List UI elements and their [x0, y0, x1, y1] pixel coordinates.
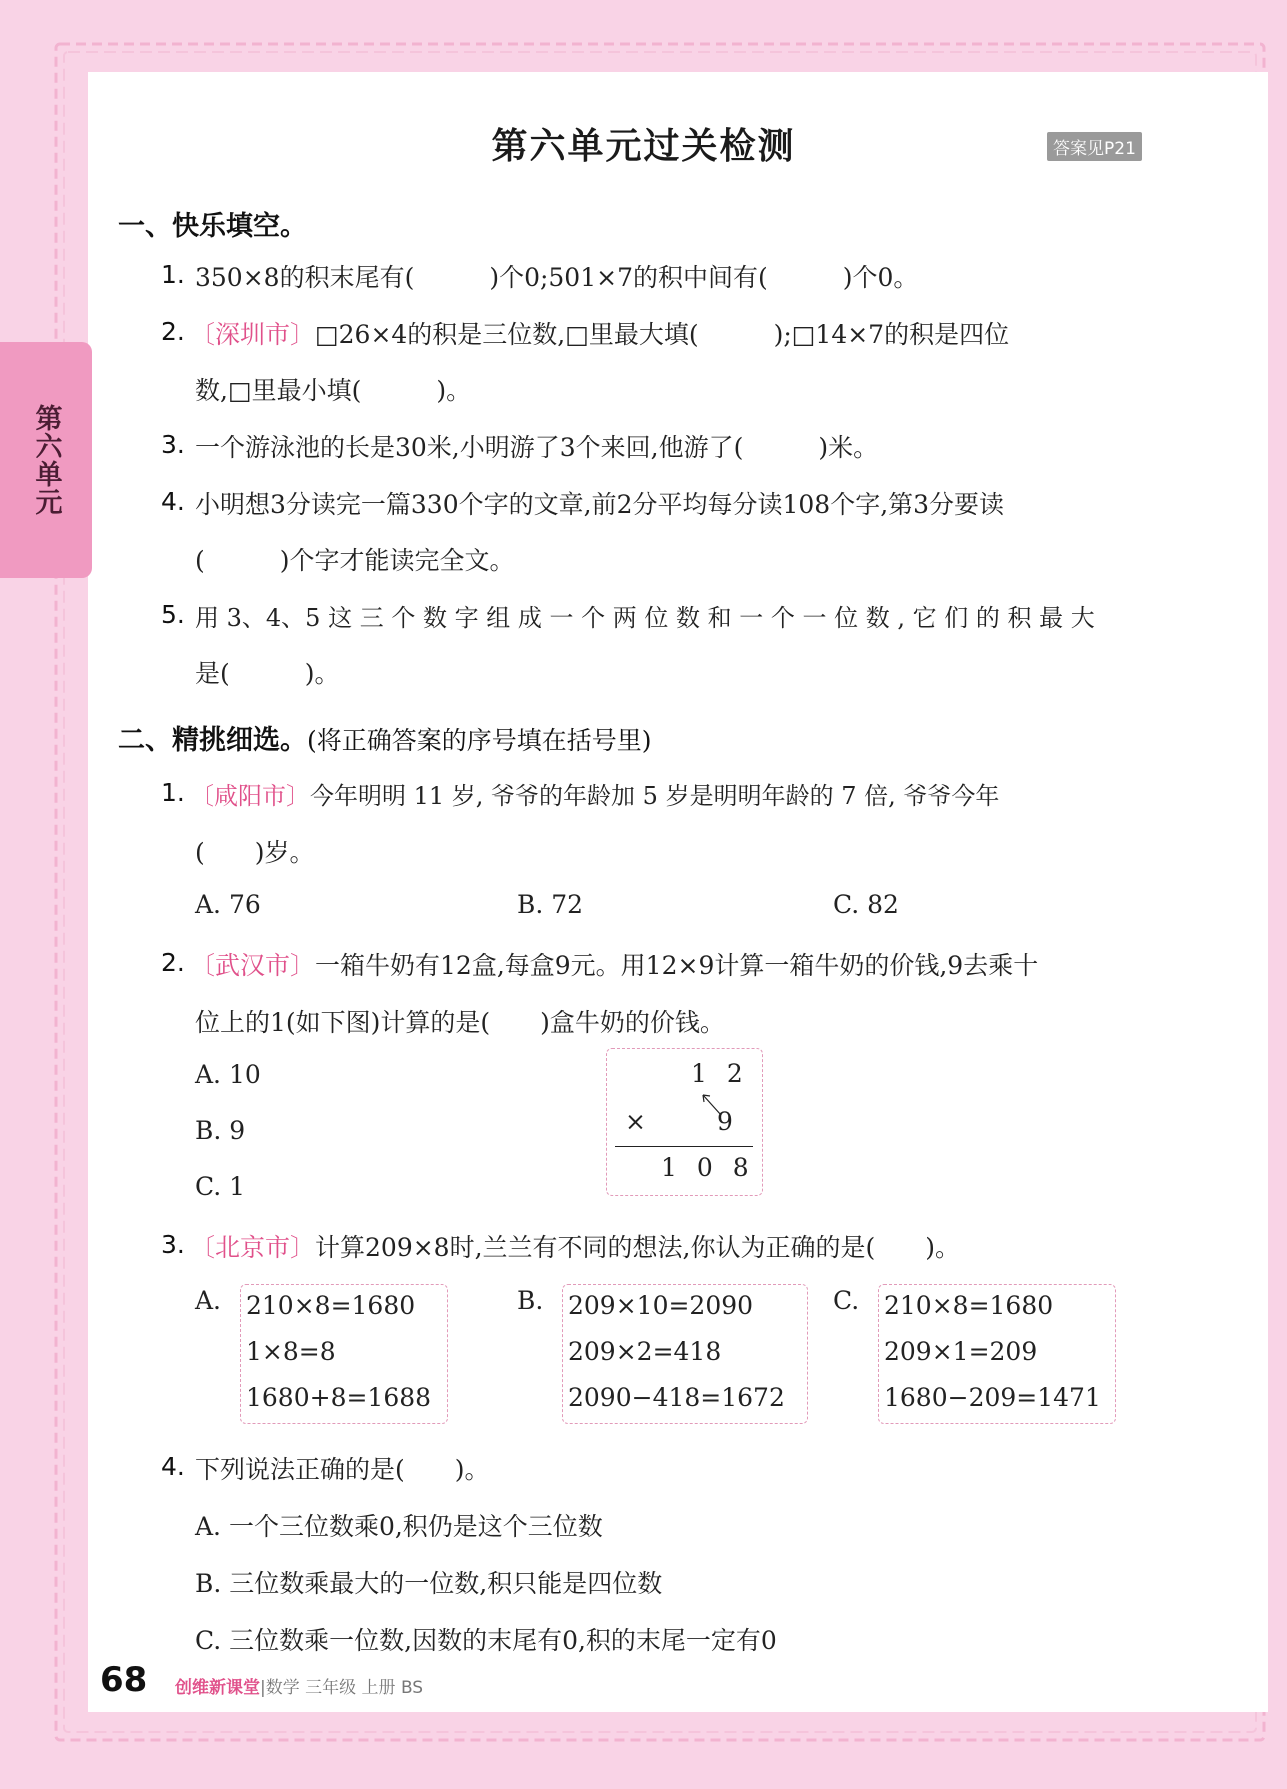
calc-top-number: 1 2	[691, 1059, 749, 1088]
option-a-line: 210×8=1680	[246, 1291, 416, 1320]
s2-q2-option-b: B. 9	[195, 1116, 246, 1145]
s2-q1-option-a: A. 76	[195, 890, 261, 919]
s2-q3-option-b-box	[562, 1284, 808, 1424]
option-b-line: 209×2=418	[568, 1337, 722, 1366]
s2-q2-option-a: A. 10	[195, 1060, 261, 1089]
option-a-line: 1×8=8	[246, 1337, 336, 1366]
s2-q4-text: 下列说法正确的是( )。	[195, 1455, 490, 1484]
page-title: 第六单元过关检测	[491, 126, 796, 167]
s2-q1-line1: 〔咸阳市〕今年明明 11 岁, 爷爷的年龄加 5 岁是明明年龄的 7 倍, 爷爷今年	[190, 782, 1000, 810]
region-tag: 〔武汉市〕	[190, 951, 316, 980]
s2-q1-line2: ( )岁。	[195, 838, 315, 867]
footer-series-info: 创维新课堂|数学 三年级 上册 BS	[175, 1678, 424, 1698]
option-c-line: 209×1=209	[884, 1337, 1038, 1366]
brand-name: 创维新课堂	[175, 1678, 260, 1698]
s1-q5-number: 5.	[161, 600, 185, 629]
s2-q3-text: 〔北京市〕计算209×8时,兰兰有不同的想法,你认为正确的是( )。	[190, 1233, 960, 1262]
option-c-line: 1680−209=1471	[884, 1383, 1101, 1412]
s2-q1-option-c: C. 82	[833, 890, 899, 919]
s1-q4-line1: 小明想3分读完一篇330个字的文章,前2分平均每分读108个字,第3分要读	[195, 490, 1005, 519]
region-tag: 〔北京市〕	[190, 1233, 316, 1262]
s2-q4-number: 4.	[161, 1452, 185, 1481]
s1-q2-line1: 〔深圳市〕□26×4的积是三位数,□里最大填( );□14×7的积是四位	[190, 320, 1010, 349]
s2-q4-option-b: B. 三位数乘最大的一位数,积只能是四位数	[195, 1569, 663, 1598]
s2-q3-number: 3.	[161, 1230, 185, 1259]
vertical-multiplication-figure	[606, 1048, 763, 1196]
unit-side-tab: 第六单元	[0, 342, 92, 578]
section2-heading-note: (将正确答案的序号填在括号里)	[307, 726, 652, 755]
s1-q2-line2: 数,□里最小填( )。	[195, 376, 472, 405]
s2-q3-option-c-label: C.	[833, 1286, 860, 1315]
s1-q3-number: 3.	[161, 430, 185, 459]
s2-q3-option-c-box	[878, 1284, 1116, 1424]
s2-q2-option-c: C. 1	[195, 1172, 246, 1201]
calc-multiply-sign: ×	[625, 1107, 646, 1136]
s1-q1-text: 350×8的积末尾有( )个0;501×7的积中间有( )个0。	[195, 263, 919, 292]
option-c-line: 210×8=1680	[884, 1291, 1054, 1320]
region-tag: 〔咸阳市〕	[190, 782, 310, 810]
s1-q5-line1: 用 3、4、5 这 三 个 数 字 组 成 一 个 两 位 数 和 一 个 一 位 数 , 它 们 的 积 最 大	[195, 604, 1095, 632]
s2-q1-number: 1.	[161, 778, 185, 807]
section2-heading: 二、精挑细选。(将正确答案的序号填在括号里)	[118, 725, 652, 756]
s2-q2-line1: 〔武汉市〕一箱牛奶有12盒,每盒9元。用12×9计算一箱牛奶的价钱,9去乘十	[190, 951, 1039, 980]
option-a-line: 1680+8=1688	[246, 1383, 432, 1412]
s2-q3-option-b-label: B.	[517, 1286, 544, 1315]
s1-q2-number: 2.	[161, 317, 185, 346]
s1-q5-line2: 是( )。	[195, 659, 340, 688]
answer-reference-badge: 答案见P21	[1047, 132, 1142, 161]
s2-q1-option-b: B. 72	[517, 890, 584, 919]
s2-q3-option-a-label: A.	[195, 1286, 222, 1315]
option-b-line: 209×10=2090	[568, 1291, 754, 1320]
s2-q4-option-c: C. 三位数乘一位数,因数的末尾有0,积的末尾一定有0	[195, 1626, 777, 1655]
region-tag: 〔深圳市〕	[190, 320, 316, 349]
page-number: 68	[100, 1660, 148, 1700]
s2-q2-number: 2.	[161, 948, 185, 977]
s1-q4-number: 4.	[161, 487, 185, 516]
s1-q4-line2: ( )个字才能读完全文。	[195, 546, 515, 575]
s2-q4-option-a: A. 一个三位数乘0,积仍是这个三位数	[195, 1512, 603, 1541]
arrow-icon	[697, 1089, 727, 1119]
calc-result: 1 0 8	[661, 1153, 755, 1182]
calc-multiplier: 9	[717, 1107, 733, 1136]
s1-q1-number: 1.	[161, 260, 185, 289]
option-b-line: 2090−418=1672	[568, 1383, 785, 1412]
calc-divider-line	[615, 1146, 753, 1147]
s1-q3-text: 一个游泳池的长是30米,小明游了3个来回,他游了( )米。	[195, 433, 879, 462]
s2-q2-line2: 位上的1(如下图)计算的是( )盒牛奶的价钱。	[195, 1008, 725, 1037]
section1-heading: 一、快乐填空。	[118, 211, 307, 242]
s2-q3-option-a-box	[240, 1284, 448, 1424]
